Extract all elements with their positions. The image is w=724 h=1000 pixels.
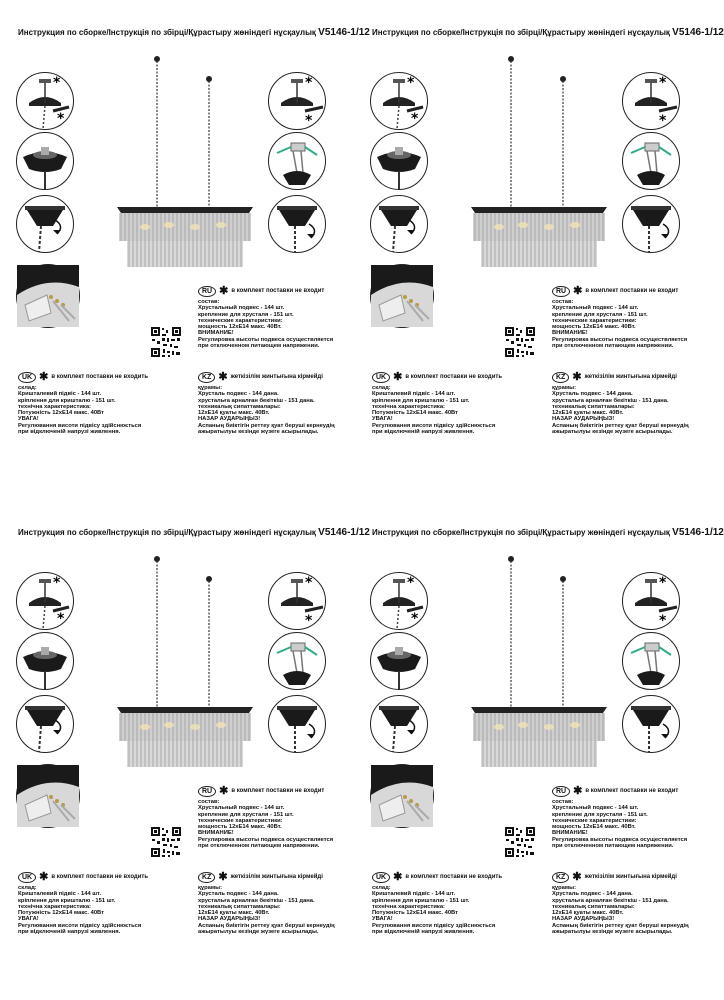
svg-text:*: * (305, 75, 313, 91)
svg-text:*: * (57, 111, 65, 127)
step-ceiling-mount-screw (370, 572, 428, 630)
ru-line: Регулировка высоты подвеса осуществляется (552, 836, 688, 843)
page-title (372, 527, 724, 538)
kz-line: Хрусталь подвес - 144 дана. (198, 891, 279, 898)
uk-line: склад: (372, 885, 391, 891)
model-number: V5146-1/12 (318, 27, 370, 38)
uk-line: Кришталевий підвіс - 144 шт. (18, 391, 102, 398)
ru-line: при отключенном питающем напряжении. (198, 843, 320, 850)
info-uk (18, 372, 148, 435)
step-ceiling-mount-screw (370, 72, 428, 130)
ru-line: мощность 12хЕ14 макс. 40Вт. (198, 324, 282, 331)
kz-line: хрустальға арналған бекіткіш - 151 дана. (552, 397, 669, 404)
uk-line: кріплення для кришталю - 151 шт. (18, 897, 116, 904)
uk-line: УВАГА! (18, 916, 39, 923)
kz-line: хрустальға арналған бекіткіш - 151 дана. (552, 897, 669, 904)
lang-badge-uk: UK (372, 372, 390, 383)
uk-line: технічна характеристика: (372, 403, 445, 410)
asterisk-icon: ✱ (393, 371, 403, 383)
asterisk-icon: ✱ (219, 285, 229, 297)
svg-text:*: * (53, 575, 61, 591)
kz-line: ажыратылуы кезінде жүзеге асырылады. (552, 929, 673, 936)
uk-line: Кришталевий підвіс - 144 шт. (18, 891, 102, 898)
note-ru: в комплект поставки не входит (231, 788, 325, 795)
asterisk-icon: ✱ (39, 371, 49, 383)
uk-line: УВАГА! (18, 416, 39, 423)
ru-line: крепление для хрусталя - 151 шт. (198, 811, 294, 818)
lang-badge-kz: KZ (198, 372, 215, 383)
ru-line: Хрустальный подвес - 144 шт. (198, 305, 285, 312)
asterisk-icon: ✱ (218, 871, 228, 883)
info-uk (372, 872, 502, 935)
svg-text:*: * (659, 613, 667, 629)
step-canopy-attach (268, 695, 326, 753)
asterisk-icon: ✱ (218, 371, 228, 383)
kz-line: Хрусталь подвес - 144 дана. (552, 391, 633, 398)
model-number: V5146-1/12 (672, 527, 724, 538)
svg-text:*: * (411, 111, 419, 127)
uk-line: Регулювання висоти підвісу здійснюється (372, 422, 496, 429)
ru-line: ВНИМАНИЕ! (552, 830, 588, 837)
asterisk-icon: ✱ (573, 285, 583, 297)
step-wire-connection (622, 132, 680, 190)
uk-line: технічна характеристика: (372, 903, 445, 910)
qr-code-icon (150, 326, 182, 358)
ru-line: при отключенном питающем напряжении. (198, 343, 320, 350)
ru-line: состав: (198, 799, 220, 805)
ru-line: Регулировка высоты подвеса осуществляется (552, 336, 688, 343)
ru-line: состав: (552, 799, 574, 805)
step-crystal-closeup (370, 264, 434, 328)
lang-badge-ru: RU (198, 286, 216, 297)
svg-text:*: * (305, 113, 313, 129)
kz-line: хрустальға арналған бекіткіш - 151 дана. (198, 897, 315, 904)
kz-line: ажыратылуы кезінде жүзеге асырылады. (198, 929, 319, 936)
info-uk (18, 872, 148, 935)
step-ceiling-mount-screw-right (622, 72, 680, 130)
uk-line: при відключеній напрузі живлення. (372, 929, 475, 936)
step-canopy-chain (16, 695, 74, 753)
kz-line: 12хЕ14 қуаты макс. 40Вт. (552, 910, 624, 917)
ru-line: мощность 12хЕ14 макс. 40Вт. (552, 824, 636, 831)
lang-badge-uk: UK (18, 372, 36, 383)
qr-code-icon (504, 826, 536, 858)
kz-line: ажыратылуы кезінде жүзеге асырылады. (552, 429, 673, 436)
info-ru (198, 786, 333, 849)
kz-line: хрустальға арналған бекіткіш - 151 дана. (198, 397, 315, 404)
svg-text:*: * (305, 613, 313, 629)
uk-line: Регулювання висоти підвісу здійснюється (18, 422, 142, 429)
asterisk-icon: ✱ (219, 785, 229, 797)
ru-line: состав: (552, 299, 574, 305)
lang-badge-kz: KZ (552, 372, 569, 383)
page-title (18, 527, 370, 538)
title-text: Инструкция по сборке/Інструкція по збірці/Құрастыру жөніндегі нұсқаулық (372, 28, 670, 37)
uk-line: Кришталевий підвіс - 144 шт. (372, 391, 456, 398)
kz-line: Аспаның биіктігін реттеу қуат беруші кернеудің (198, 422, 335, 429)
svg-text:*: * (305, 575, 313, 591)
page-title (18, 27, 370, 38)
step-canopy-chain (370, 695, 428, 753)
kz-line: Хрусталь подвес - 144 дана. (552, 891, 633, 898)
kz-line: Хрусталь подвес - 144 дана. (198, 391, 279, 398)
lang-badge-kz: KZ (198, 872, 215, 883)
ru-line: технические характеристики: (552, 817, 637, 824)
info-kz (198, 372, 335, 435)
note-kz: жеткізілім жинтығына кірмейді (230, 874, 323, 881)
note-uk: в комплект поставки не входить (405, 874, 503, 881)
note-uk: в комплект поставки не входить (51, 374, 149, 381)
instruction-panel (0, 0, 370, 500)
ru-line: технические характеристики: (198, 817, 283, 824)
note-ru: в комплект поставки не входит (585, 288, 679, 295)
ru-line: технические характеристики: (198, 317, 283, 324)
svg-text:*: * (659, 575, 667, 591)
uk-line: кріплення для кришталю - 151 шт. (372, 897, 470, 904)
uk-line: при відключеній напрузі живлення. (18, 929, 121, 936)
uk-line: Потужність 12хЕ14 макс. 40Вт (18, 410, 104, 417)
ru-line: ВНИМАНИЕ! (198, 330, 234, 337)
ru-line: мощность 12хЕ14 макс. 40Вт. (552, 324, 636, 331)
step-canopy-top (370, 632, 428, 690)
note-ru: в комплект поставки не входит (585, 788, 679, 795)
kz-line: Аспаның биіктігін реттеу қуат беруші кернеудің (552, 922, 689, 929)
lang-badge-uk: UK (372, 872, 390, 883)
chandelier-icon (105, 55, 265, 275)
uk-line: УВАГА! (372, 916, 393, 923)
note-kz: жеткізілім жинтығына кірмейді (230, 374, 323, 381)
step-canopy-attach (268, 195, 326, 253)
model-number: V5146-1/12 (672, 27, 724, 38)
note-kz: жеткізілім жинтығына кірмейді (584, 374, 677, 381)
qr-code-icon (150, 826, 182, 858)
instruction-panel (354, 0, 724, 500)
step-canopy-attach (622, 195, 680, 253)
kz-line: НАЗАР АУДАРЫҢЫЗ! (198, 916, 261, 923)
lang-badge-uk: UK (18, 872, 36, 883)
step-ceiling-mount-screw-right (268, 572, 326, 630)
ru-line: состав: (198, 299, 220, 305)
info-kz (552, 372, 689, 435)
chandelier-icon (459, 555, 619, 775)
ru-line: мощность 12хЕ14 макс. 40Вт. (198, 824, 282, 831)
ru-line: при отключенном питающем напряжении. (552, 343, 674, 350)
kz-line: НАЗАР АУДАРЫҢЫЗ! (552, 916, 615, 923)
step-ceiling-mount-screw-right (622, 572, 680, 630)
instruction-panel (0, 500, 370, 1000)
uk-line: Кришталевий підвіс - 144 шт. (372, 891, 456, 898)
step-canopy-chain (370, 195, 428, 253)
uk-line: Регулювання висоти підвісу здійснюється (18, 922, 142, 929)
title-text: Инструкция по сборке/Інструкція по збірці/Құрастыру жөніндегі нұсқаулық (18, 28, 316, 37)
step-crystal-closeup (16, 764, 80, 828)
uk-line: склад: (18, 385, 37, 391)
kz-line: Аспаның биіктігін реттеу қуат беруші кернеудің (552, 422, 689, 429)
uk-line: технічна характеристика: (18, 903, 91, 910)
kz-line: НАЗАР АУДАРЫҢЫЗ! (552, 416, 615, 423)
ru-line: ВНИМАНИЕ! (198, 830, 234, 837)
svg-text:*: * (57, 611, 65, 627)
svg-text:*: * (411, 611, 419, 627)
kz-line: НАЗАР АУДАРЫҢЫЗ! (198, 416, 261, 423)
lang-badge-ru: RU (198, 786, 216, 797)
qr-code-icon (504, 326, 536, 358)
kz-line: құрамы: (198, 385, 223, 391)
kz-line: 12хЕ14 қуаты макс. 40Вт. (198, 910, 270, 917)
uk-line: склад: (372, 385, 391, 391)
uk-line: УВАГА! (372, 416, 393, 423)
step-wire-connection (268, 632, 326, 690)
title-text: Инструкция по сборке/Інструкція по збірці/Құрастыру жөніндегі нұсқаулық (18, 528, 316, 537)
ru-line: ВНИМАНИЕ! (552, 330, 588, 337)
note-kz: жеткізілім жинтығына кірмейді (584, 874, 677, 881)
lang-badge-ru: RU (552, 786, 570, 797)
kz-line: құрамы: (198, 885, 223, 891)
ru-line: технические характеристики: (552, 317, 637, 324)
uk-line: Регулювання висоти підвісу здійснюється (372, 922, 496, 929)
info-kz (552, 872, 689, 935)
svg-text:*: * (659, 113, 667, 129)
chandelier-icon (459, 55, 619, 275)
kz-line: ажыратылуы кезінде жүзеге асырылады. (198, 429, 319, 436)
asterisk-icon: ✱ (393, 871, 403, 883)
step-ceiling-mount-screw (16, 72, 74, 130)
step-ceiling-mount-screw-right (268, 72, 326, 130)
lang-badge-ru: RU (552, 286, 570, 297)
step-canopy-top (16, 132, 74, 190)
note-uk: в комплект поставки не входить (51, 874, 149, 881)
uk-line: Потужність 12хЕ14 макс. 40Вт (372, 910, 458, 917)
asterisk-icon: ✱ (572, 871, 582, 883)
kz-line: құрамы: (552, 885, 577, 891)
step-wire-connection (268, 132, 326, 190)
kz-line: техникалық сипаттамалары: (552, 903, 635, 910)
ru-line: крепление для хрусталя - 151 шт. (552, 811, 648, 818)
info-ru (552, 286, 687, 349)
uk-line: при відключеній напрузі живлення. (18, 429, 121, 436)
asterisk-icon: ✱ (572, 371, 582, 383)
page-title (372, 27, 724, 38)
kz-line: техникалық сипаттамалары: (198, 403, 281, 410)
kz-line: техникалық сипаттамалары: (552, 403, 635, 410)
info-ru (198, 286, 333, 349)
uk-line: склад: (18, 885, 37, 891)
ru-line: Хрустальный подвес - 144 шт. (198, 805, 285, 812)
kz-line: 12хЕ14 қуаты макс. 40Вт. (198, 410, 270, 417)
uk-line: технічна характеристика: (18, 403, 91, 410)
step-canopy-chain (16, 195, 74, 253)
kz-line: Аспаның биіктігін реттеу қуат беруші кернеудің (198, 922, 335, 929)
svg-text:*: * (407, 575, 415, 591)
ru-line: Хрустальный подвес - 144 шт. (552, 305, 639, 312)
step-canopy-top (370, 132, 428, 190)
asterisk-icon: ✱ (573, 785, 583, 797)
instruction-panel (354, 500, 724, 1000)
lang-badge-kz: KZ (552, 872, 569, 883)
uk-line: кріплення для кришталю - 151 шт. (372, 397, 470, 404)
ru-line: Регулировка высоты подвеса осуществляется (198, 336, 334, 343)
uk-line: при відключеній напрузі живлення. (372, 429, 475, 436)
uk-line: Потужність 12хЕ14 макс. 40Вт (18, 910, 104, 917)
step-wire-connection (622, 632, 680, 690)
ru-line: при отключенном питающем напряжении. (552, 843, 674, 850)
kz-line: құрамы: (552, 385, 577, 391)
svg-text:*: * (407, 75, 415, 91)
asterisk-icon: ✱ (39, 871, 49, 883)
chandelier-icon (105, 555, 265, 775)
kz-line: 12хЕ14 қуаты макс. 40Вт. (552, 410, 624, 417)
title-text: Инструкция по сборке/Інструкція по збірці/Құрастыру жөніндегі нұсқаулық (372, 528, 670, 537)
note-ru: в комплект поставки не входит (231, 288, 325, 295)
step-canopy-top (16, 632, 74, 690)
svg-text:*: * (659, 75, 667, 91)
step-crystal-closeup (16, 264, 80, 328)
kz-line: техникалық сипаттамалары: (198, 903, 281, 910)
info-kz (198, 872, 335, 935)
step-crystal-closeup (370, 764, 434, 828)
model-number: V5146-1/12 (318, 527, 370, 538)
svg-text:*: * (53, 75, 61, 91)
step-ceiling-mount-screw (16, 572, 74, 630)
note-uk: в комплект поставки не входить (405, 374, 503, 381)
ru-line: Хрустальный подвес - 144 шт. (552, 805, 639, 812)
ru-line: крепление для хрусталя - 151 шт. (552, 311, 648, 318)
ru-line: крепление для хрусталя - 151 шт. (198, 311, 294, 318)
ru-line: Регулировка высоты подвеса осуществляется (198, 836, 334, 843)
info-ru (552, 786, 687, 849)
uk-line: кріплення для кришталю - 151 шт. (18, 397, 116, 404)
uk-line: Потужність 12хЕ14 макс. 40Вт (372, 410, 458, 417)
step-canopy-attach (622, 695, 680, 753)
info-uk (372, 372, 502, 435)
